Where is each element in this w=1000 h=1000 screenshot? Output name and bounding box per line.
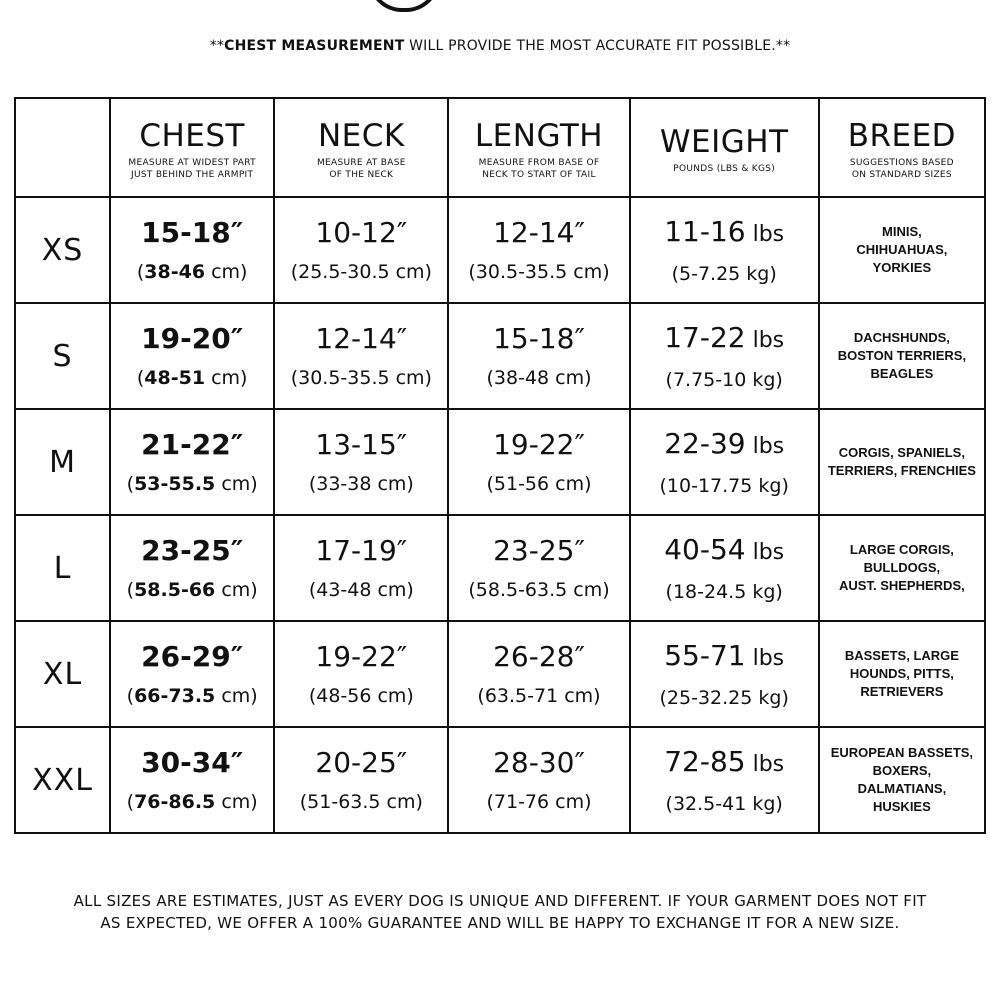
neck-cell	[274, 197, 448, 303]
weight-lbs-value: 17-22	[664, 320, 746, 354]
length-cm: (51-56 cm)	[486, 473, 592, 495]
length-cell	[448, 515, 629, 621]
length-cm: (38-48 cm)	[486, 367, 592, 389]
neck-cell	[274, 727, 448, 833]
length-cell	[448, 197, 629, 303]
chest-cm: (58.5-66 cm)	[126, 579, 258, 601]
size-cell	[15, 727, 110, 833]
header-subtitle: MEASURE AT BASE OF THE NECK	[316, 157, 406, 180]
chest-measurement-note	[0, 38, 1000, 54]
breed-suggestions: CORGIS, SPANIELS, TERRIERS, FRENCHIES	[827, 445, 976, 478]
chest-cm-unit: cm)	[215, 473, 258, 495]
breed-suggestions: EUROPEAN BASSETS, BOXERS, DALMATIANS, HUSKIES	[830, 745, 974, 814]
header-weight	[630, 98, 819, 197]
neck-inches: 20-25″	[315, 746, 408, 779]
weight-cell	[630, 303, 819, 409]
chest-cm: (38-46 cm)	[136, 261, 248, 283]
size-cell	[15, 303, 110, 409]
neck-cm: (51-63.5 cm)	[299, 791, 423, 813]
chest-inches: 21-22″	[141, 428, 244, 461]
length-cm: (58.5-63.5 cm)	[468, 579, 610, 601]
weight-lbs-value: 11-16	[664, 214, 746, 248]
chest-cm-value: 76-86.5	[134, 791, 216, 813]
chest-cm-value: 53-55.5	[134, 473, 216, 495]
breed-cell	[819, 727, 985, 833]
size-label: S	[52, 338, 73, 374]
header-subtitle: MEASURE AT WIDEST PART JUST BEHIND THE ARMPIT	[128, 157, 256, 180]
chest-cm-value: 48-51	[144, 367, 206, 389]
weight-lbs	[631, 321, 818, 358]
header-subtitle: MEASURE FROM BASE OF NECK TO START OF TAIL	[478, 157, 600, 180]
length-cm: (30.5-35.5 cm)	[468, 261, 610, 283]
weight-kg: (32.5-41 kg)	[665, 792, 783, 815]
chest-cm-unit: cm)	[215, 791, 258, 813]
size-cell	[15, 409, 110, 515]
chest-cm-value: 58.5-66	[134, 579, 216, 601]
size-chart-table	[14, 97, 986, 834]
header-length	[448, 98, 629, 197]
table-row	[15, 515, 985, 621]
chest-cm-unit: cm)	[205, 261, 248, 283]
weight-lbs	[631, 427, 818, 464]
chest-cell	[110, 197, 274, 303]
size-cell	[15, 621, 110, 727]
breed-cell	[819, 621, 985, 727]
header-neck	[274, 98, 448, 197]
weight-cell	[630, 621, 819, 727]
chest-inches: 30-34″	[141, 746, 244, 779]
weight-lbs	[631, 745, 818, 782]
size-cell	[15, 515, 110, 621]
header-chest	[110, 98, 274, 197]
neck-cell	[274, 303, 448, 409]
note-prefix: **	[209, 38, 225, 54]
length-inches: 26-28″	[493, 640, 585, 673]
weight-kg: (18-24.5 kg)	[665, 580, 783, 603]
chest-cell	[110, 303, 274, 409]
chest-inches: 26-29″	[141, 640, 244, 673]
length-inches: 23-25″	[493, 534, 585, 567]
breed-suggestions: BASSETS, LARGE HOUNDS, PITTS, RETRIEVERS	[844, 648, 959, 699]
header-title: NECK	[317, 117, 405, 154]
weight-unit: lbs	[745, 751, 785, 777]
guarantee-line-2: AS EXPECTED, WE OFFER A 100% GUARANTEE AND WILL BE HAPPY TO EXCHANGE IT FOR A NEW SIZE.	[100, 914, 900, 932]
breed-cell	[819, 197, 985, 303]
weight-unit: lbs	[745, 645, 785, 671]
neck-inches: 19-22″	[315, 640, 408, 673]
chest-cm-unit: cm)	[215, 685, 258, 707]
header-title: BREED	[847, 117, 957, 154]
brand-logo-partial	[368, 0, 440, 12]
breed-suggestions: MINIS, CHIHUAHUAS, YORKIES	[856, 224, 948, 275]
weight-kg: (10-17.75 kg)	[659, 474, 789, 497]
weight-lbs-value: 55-71	[664, 638, 746, 672]
chest-cm-unit: cm)	[215, 579, 258, 601]
note-bold: CHEST MEASUREMENT	[224, 38, 405, 54]
breed-suggestions: DACHSHUNDS, BOSTON TERRIERS, BEAGLES	[837, 330, 967, 381]
header-title: WEIGHT	[659, 123, 789, 160]
length-cm: (71-76 cm)	[486, 791, 592, 813]
neck-cell	[274, 409, 448, 515]
header-row	[15, 98, 985, 197]
weight-lbs	[631, 215, 818, 252]
weight-kg: (25-32.25 kg)	[659, 686, 789, 709]
weight-unit: lbs	[745, 327, 785, 353]
header-breed	[819, 98, 985, 197]
weight-lbs	[631, 533, 818, 570]
neck-cell	[274, 515, 448, 621]
chest-cm-value: 66-73.5	[134, 685, 216, 707]
weight-unit: lbs	[745, 221, 785, 247]
table-row	[15, 409, 985, 515]
chest-cell	[110, 515, 274, 621]
weight-unit: lbs	[745, 539, 785, 565]
neck-cm: (43-48 cm)	[308, 579, 414, 601]
weight-lbs-value: 40-54	[664, 532, 746, 566]
header-empty-cell	[15, 98, 110, 197]
weight-cell	[630, 409, 819, 515]
length-cell	[448, 303, 629, 409]
chest-cm: (66-73.5 cm)	[126, 685, 258, 707]
chest-cm: (53-55.5 cm)	[126, 473, 258, 495]
neck-cm: (25.5-30.5 cm)	[290, 261, 432, 283]
chest-inches: 15-18″	[141, 216, 244, 249]
header-subtitle: POUNDS (LBS & KGS)	[673, 163, 776, 174]
chest-cell	[110, 727, 274, 833]
length-cm: (63.5-71 cm)	[477, 685, 601, 707]
size-label: XS	[41, 232, 84, 268]
breed-suggestions: LARGE CORGIS, BULLDOGS, AUST. SHEPHERDS,	[839, 542, 965, 593]
weight-lbs-value: 22-39	[664, 426, 746, 460]
header-title: LENGTH	[474, 117, 604, 154]
chest-cell	[110, 409, 274, 515]
weight-cell	[630, 197, 819, 303]
chest-cm-value: 38-46	[144, 261, 206, 283]
size-label: L	[53, 550, 72, 586]
length-cell	[448, 409, 629, 515]
weight-kg: (5-7.25 kg)	[671, 262, 777, 285]
guarantee-line-1: ALL SIZES ARE ESTIMATES, JUST AS EVERY DOG IS UNIQUE AND DIFFERENT. IF YOUR GARMENT DOES NOT FIT	[73, 892, 927, 910]
length-inches: 28-30″	[493, 746, 585, 779]
size-cell	[15, 197, 110, 303]
neck-cell	[274, 621, 448, 727]
note-rest: WILL PROVIDE THE MOST ACCURATE FIT POSSIBLE.**	[404, 38, 791, 54]
length-cell	[448, 727, 629, 833]
breed-cell	[819, 303, 985, 409]
neck-inches: 10-12″	[315, 216, 408, 249]
chest-inches: 19-20″	[141, 322, 244, 355]
chest-cm: (76-86.5 cm)	[126, 791, 258, 813]
neck-inches: 12-14″	[315, 322, 408, 355]
neck-cm: (30.5-35.5 cm)	[290, 367, 432, 389]
chest-cm: (48-51 cm)	[136, 367, 248, 389]
weight-kg: (7.75-10 kg)	[665, 368, 783, 391]
size-label: M	[49, 444, 76, 480]
table-row	[15, 197, 985, 303]
neck-inches: 17-19″	[315, 534, 408, 567]
weight-lbs	[631, 639, 818, 676]
length-inches: 12-14″	[493, 216, 585, 249]
table-row	[15, 303, 985, 409]
length-cell	[448, 621, 629, 727]
weight-lbs-value: 72-85	[664, 744, 746, 778]
table-row	[15, 727, 985, 833]
size-label: XL	[42, 656, 83, 692]
chest-inches: 23-25″	[141, 534, 244, 567]
weight-unit: lbs	[745, 433, 785, 459]
header-title: CHEST	[139, 117, 245, 154]
header-subtitle: SUGGESTIONS BASED ON STANDARD SIZES	[849, 157, 954, 180]
length-inches: 15-18″	[493, 322, 585, 355]
neck-inches: 13-15″	[315, 428, 408, 461]
size-label: XXL	[32, 762, 93, 798]
neck-cm: (33-38 cm)	[308, 473, 414, 495]
chest-cm-unit: cm)	[205, 367, 248, 389]
breed-cell	[819, 515, 985, 621]
weight-cell	[630, 727, 819, 833]
chest-cell	[110, 621, 274, 727]
table-row	[15, 621, 985, 727]
breed-cell	[819, 409, 985, 515]
length-inches: 19-22″	[493, 428, 585, 461]
guarantee-note	[10, 890, 990, 934]
neck-cm: (48-56 cm)	[308, 685, 414, 707]
weight-cell	[630, 515, 819, 621]
